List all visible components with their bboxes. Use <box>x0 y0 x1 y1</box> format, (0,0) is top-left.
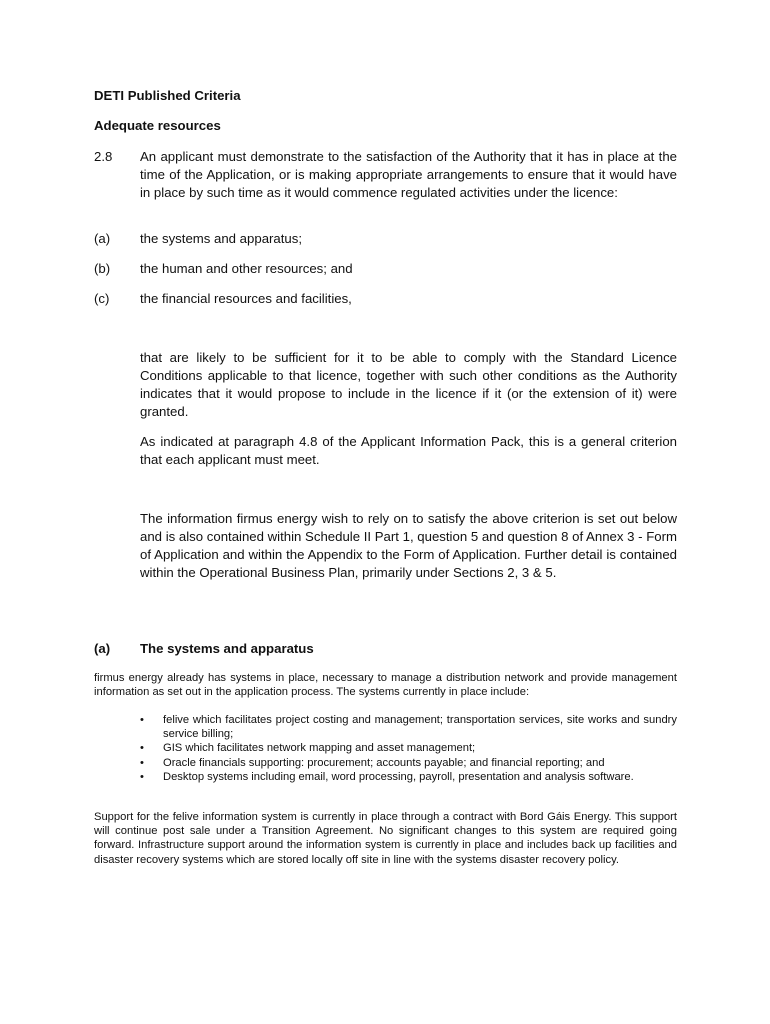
systems-section-label: (a) <box>94 641 111 656</box>
item-b-text: the human and other resources; and <box>140 261 353 276</box>
document-title: DETI Published Criteria <box>94 88 241 103</box>
section-heading-adequate-resources: Adequate resources <box>94 118 221 133</box>
item-b-label: (b) <box>94 261 111 276</box>
bullet-felive: • felive which facilitates project costing and management; transportation services, site works and sundry service billing; <box>140 713 677 741</box>
criterion-text: An applicant must demonstrate to the satisfaction of the Authority that it has in place at the time of the Application, or is making appropriate arrangements to ensure that it would have in place by such time as it would commence regulated activities under the licence: <box>140 149 677 200</box>
criterion-number: 2.8 <box>94 149 113 164</box>
systems-bullet-list <box>140 713 677 784</box>
item-c-text: the financial resources and facilities, <box>140 291 352 306</box>
criterion-info: The information firmus energy wish to rely on to satisfy the above criterion is set out below and is also contained within Schedule II Part 1, question 5 and question 8 of Annex 3 - Form of Application and within the Appendix to the Form of Application. Further detail is contained within the Operational Business Plan, primarily under Sections 2, 3 & 5. <box>140 511 677 580</box>
item-c-label: (c) <box>94 291 110 306</box>
criterion-continuation: that are likely to be sufficient for it to be able to comply with the Standard Licence Conditions applicable to that licence, together with such other conditions as the Authority indicates that it would propose to include in the licence if it (or the extension of it) were granted. <box>140 350 677 419</box>
criterion-note: As indicated at paragraph 4.8 of the Applicant Information Pack, this is a general criterion that each applicant must meet. <box>140 434 677 467</box>
bullet-gis: • GIS which facilitates network mapping and asset management; <box>140 741 677 755</box>
bullet-oracle: • Oracle financials supporting: procurement; accounts payable; and financial reporting; and <box>140 756 677 770</box>
item-a-label: (a) <box>94 231 111 246</box>
systems-intro: firmus energy already has systems in place, necessary to manage a distribution network and provide management information as set out in the application process. The systems currently in place include: <box>94 672 677 699</box>
item-a-text: the systems and apparatus; <box>140 231 303 246</box>
systems-section-heading: The systems and apparatus <box>140 641 314 656</box>
systems-support: Support for the felive information system is currently in place through a contract with Bord Gáis Energy. This support will continue post sale under a Transition Agreement. No significant changes to this system are required going forward. Infrastructure support around the information system is currently in place and includes back up facilities and disaster recovery systems which are stored locally off site in line with the systems disaster recovery policy. <box>94 811 677 866</box>
bullet-desktop: • Desktop systems including email, word processing, payroll, presentation and analysis software. <box>140 770 677 784</box>
